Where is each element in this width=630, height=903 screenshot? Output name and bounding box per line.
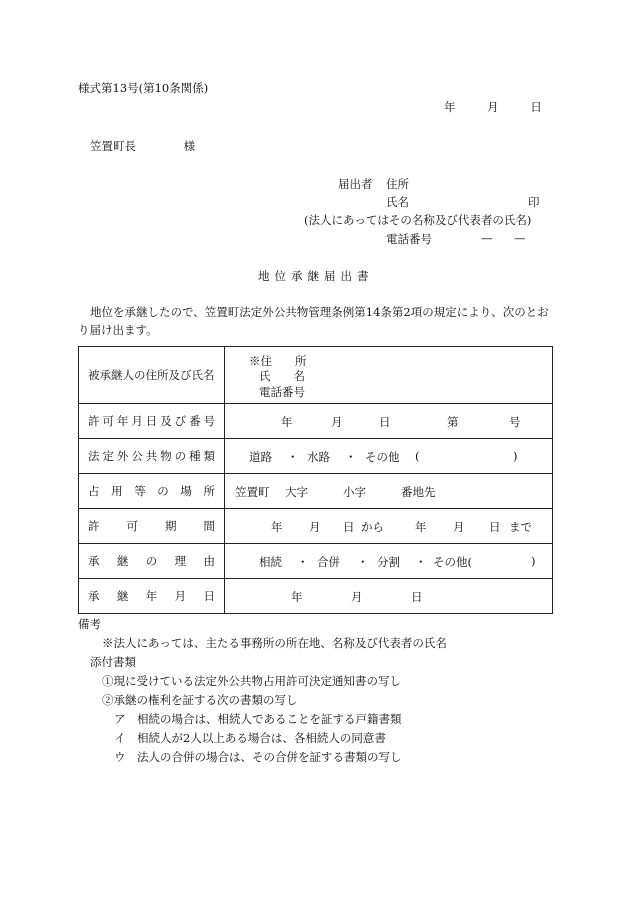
label-char: 種	[189, 449, 201, 463]
property-type-label-cell	[79, 439, 225, 474]
label-char: 用	[111, 484, 123, 498]
label-char: 許	[88, 414, 100, 428]
label-char: 日	[203, 589, 215, 603]
label-char: 由	[203, 554, 215, 568]
period-end-year: 年	[415, 520, 427, 534]
period-end-day: 日	[489, 520, 501, 534]
label-char: 承	[88, 589, 100, 603]
permit-date-label	[88, 413, 215, 429]
label-char: 外	[116, 449, 129, 463]
location-label	[88, 483, 215, 499]
intro-line-2: り届け出ます。	[78, 323, 158, 337]
label-char: び	[174, 414, 187, 428]
succession-reason-value-cell[interactable]	[225, 544, 553, 579]
applicant-name-label: 氏名	[386, 195, 409, 209]
type-separator: ・	[345, 450, 357, 464]
reason-inheritance[interactable]: 相続	[259, 555, 282, 569]
label-char: 可	[102, 414, 114, 428]
location-value-cell[interactable]	[225, 474, 553, 509]
permit-date-value-cell[interactable]	[225, 404, 553, 439]
predecessor-address-label: ※住 所	[249, 354, 307, 368]
label-char: 類	[203, 449, 215, 463]
succession-year: 年	[291, 590, 303, 604]
attachment-sub-i: イ 相続人が2人以上ある場合は、各相続人の同意書	[114, 731, 386, 745]
date-month: 月	[487, 100, 499, 114]
permit-number-prefix: 第	[447, 415, 459, 429]
permit-period-value-cell[interactable]	[225, 509, 553, 544]
label-char: 期	[165, 519, 177, 533]
type-waterway[interactable]: 水路	[307, 450, 330, 464]
date-line	[444, 99, 542, 115]
label-char: 年	[145, 589, 158, 603]
attachment-item-2: ②承継の権利を証する次の書類の写し	[102, 693, 298, 707]
table-row	[79, 474, 553, 509]
date-year: 年	[444, 100, 456, 114]
predecessor-label: 被承継人の住所及び氏名	[88, 368, 215, 382]
succession-date-value-cell[interactable]	[225, 579, 553, 614]
label-char: 月	[174, 589, 187, 603]
label-char: 物	[160, 449, 172, 463]
label-char: 占	[88, 484, 100, 498]
label-char: 理	[174, 554, 187, 568]
label-char: 可	[126, 519, 138, 533]
predecessor-label-cell	[79, 347, 225, 404]
predecessor-phone-label: 電話番号	[259, 385, 305, 399]
label-char: 継	[116, 589, 129, 603]
predecessor-value-cell[interactable]	[225, 347, 553, 404]
table-row	[79, 509, 553, 544]
reason-split[interactable]: 分割	[377, 555, 400, 569]
table-row	[79, 347, 553, 404]
permit-date-label-cell	[79, 404, 225, 439]
attachment-item-1: ①現に受けている法定外公共物占用許可決定通知書の写し	[102, 674, 401, 688]
predecessor-name-label: 氏 名	[259, 369, 305, 383]
table-row	[79, 544, 553, 579]
reason-separator: ・	[415, 555, 427, 569]
reason-separator: ・	[297, 555, 309, 569]
label-char: 等	[134, 484, 146, 498]
label-char: 法	[88, 449, 100, 463]
attachment-sub-u: ウ 法人の合併の場合は、その合併を証する書類の写し	[114, 750, 402, 764]
period-start-month: 月	[309, 520, 321, 534]
period-from: から	[361, 520, 384, 534]
reason-other[interactable]: その他(	[433, 555, 472, 569]
applicant-label: 届出者	[338, 177, 373, 191]
type-other[interactable]: その他	[365, 450, 400, 464]
label-char: 番	[189, 414, 201, 428]
label-char: 定	[102, 449, 114, 463]
phone-dash-2: —	[514, 231, 526, 245]
period-start-day: 日	[343, 520, 355, 534]
reason-separator: ・	[357, 555, 369, 569]
label-char: 及	[160, 414, 172, 428]
permit-day: 日	[379, 415, 391, 429]
type-road[interactable]: 道路	[249, 450, 272, 464]
succession-date-label-cell	[79, 579, 225, 614]
reason-other-close-paren: )	[531, 554, 536, 568]
permit-number-suffix: 号	[509, 415, 521, 429]
notes-heading: 備考	[78, 617, 101, 631]
table-row	[79, 579, 553, 614]
label-char: 日	[145, 414, 158, 428]
location-label-cell	[79, 474, 225, 509]
addressee-name: 笠置町長	[90, 139, 136, 153]
permit-month: 月	[331, 415, 343, 429]
phone-dash-1: —	[481, 231, 493, 245]
permit-year: 年	[281, 415, 293, 429]
intro-line-1: 地位を承継したので、笠置町法定外公共物管理条例第14条第2項の規定により、次のとお	[90, 305, 549, 319]
label-char: 許	[88, 519, 100, 533]
succession-day: 日	[411, 590, 423, 604]
succession-date-label	[88, 588, 215, 604]
label-char: 公	[131, 449, 143, 463]
type-separator: ・	[287, 450, 299, 464]
addressee-suffix: 様	[183, 139, 196, 153]
label-char: 所	[203, 484, 215, 498]
type-other-close-paren: )	[513, 449, 518, 463]
attachments-heading: 添付書類	[90, 655, 136, 669]
period-start-year: 年	[271, 520, 283, 534]
type-other-open-paren: (	[415, 449, 420, 463]
succession-reason-label	[88, 553, 215, 569]
location-banchi: 番地先	[401, 485, 436, 499]
attachment-sub-a: ア 相続の場合は、相続人であることを証する戸籍書類	[114, 712, 402, 726]
addressee	[90, 138, 195, 154]
label-char: 共	[145, 449, 158, 463]
permit-period-label-cell	[79, 509, 225, 544]
period-end-month: 月	[453, 520, 465, 534]
label-char: 承	[88, 554, 100, 568]
label-char: 月	[131, 414, 143, 428]
succession-table	[78, 346, 553, 614]
form-number: 様式第13号(第10条関係)	[78, 81, 209, 95]
label-char: 号	[203, 414, 215, 428]
label-char: の	[174, 449, 187, 463]
succession-reason-label-cell	[79, 544, 225, 579]
succession-month: 月	[351, 590, 363, 604]
seal-mark: 印	[528, 195, 540, 209]
label-char: 年	[116, 414, 129, 428]
location-oaza: 大字	[285, 485, 308, 499]
applicant-address-label: 住所	[386, 177, 409, 191]
property-type-value-cell[interactable]	[225, 439, 553, 474]
location-town: 笠置町	[235, 485, 270, 499]
label-char: の	[157, 484, 169, 498]
document-title: 地位承継届出書	[258, 269, 374, 283]
property-type-label	[88, 448, 215, 464]
period-until: まで	[509, 520, 532, 534]
notes-corporation: ※法人にあっては、主たる事務所の所在地、名称及び代表者の氏名	[102, 636, 447, 650]
table-row	[79, 404, 553, 439]
location-koaza: 小字	[343, 485, 366, 499]
reason-merger[interactable]: 合併	[317, 555, 340, 569]
corporation-note: (法人にあってはその名称及び代表者の氏名)	[304, 213, 532, 227]
table-row	[79, 439, 553, 474]
label-char: 場	[180, 484, 192, 498]
applicant-phone-label: 電話番号	[386, 232, 432, 246]
label-char: の	[145, 554, 158, 568]
date-day: 日	[530, 100, 542, 114]
label-char: 間	[203, 519, 215, 533]
label-char: 継	[116, 554, 129, 568]
permit-period-label	[88, 518, 215, 534]
